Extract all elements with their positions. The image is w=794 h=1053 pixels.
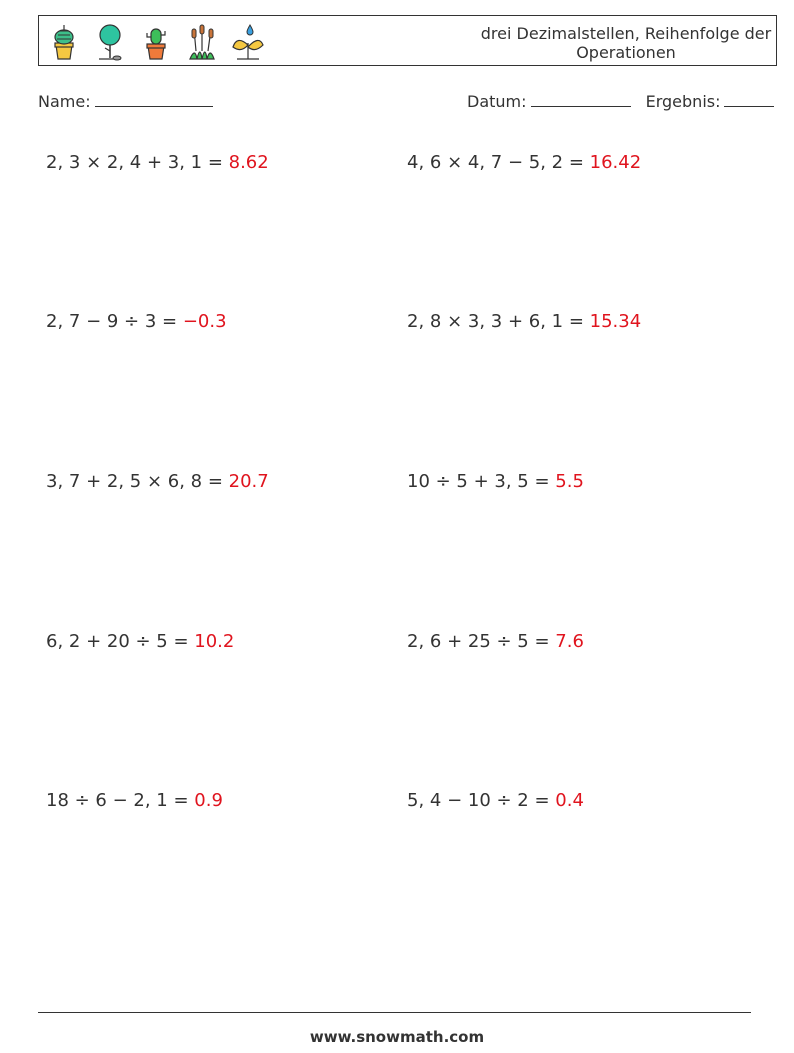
- problem-answer: 15.34: [589, 311, 642, 332]
- problem-expression: 2, 6 + 25 ÷ 5 =: [407, 631, 556, 652]
- date-blank[interactable]: [531, 92, 631, 107]
- problem-answer: 5.5: [555, 471, 584, 492]
- worksheet-title: drei Dezimalstellen, Reihenfolge der Operationen: [480, 24, 772, 62]
- problem-1: [46, 152, 269, 173]
- cactus-icon: [139, 21, 173, 61]
- reeds-icon: [185, 21, 219, 61]
- date-field: [467, 92, 636, 111]
- footer-divider: [38, 1012, 751, 1013]
- problem-2: [407, 152, 641, 173]
- problem-answer: 0.4: [555, 790, 584, 811]
- problem-answer: 20.7: [228, 471, 269, 492]
- problem-6: [407, 471, 584, 492]
- problem-8: [407, 631, 584, 652]
- problem-answer: 7.6: [555, 631, 584, 652]
- problem-expression: 2, 7 − 9 ÷ 3 =: [46, 311, 183, 332]
- tree-icon: [93, 21, 127, 61]
- problem-answer: 10.2: [194, 631, 235, 652]
- score-field: [646, 92, 775, 111]
- name-field: [38, 92, 213, 111]
- date-label: Datum:: [467, 92, 527, 111]
- worksheet-header: [38, 15, 777, 66]
- potted-plant-icon: [47, 21, 81, 61]
- name-blank[interactable]: [95, 92, 213, 107]
- footer-url[interactable]: www.snowmath.com: [309, 1028, 485, 1046]
- problem-expression: 10 ÷ 5 + 3, 5 =: [407, 471, 556, 492]
- watered-sprout-icon: [231, 21, 265, 61]
- date-score-fields: [467, 92, 774, 111]
- problem-4: [407, 311, 641, 332]
- score-blank[interactable]: [724, 92, 774, 107]
- problem-expression: 2, 3 × 2, 4 + 3, 1 =: [46, 152, 229, 173]
- problem-answer: 0.9: [194, 790, 223, 811]
- problem-10: [407, 790, 584, 811]
- problem-answer: 8.62: [228, 152, 269, 173]
- problem-expression: 5, 4 − 10 ÷ 2 =: [407, 790, 556, 811]
- header-icons: [47, 21, 265, 61]
- name-label: Name:: [38, 92, 91, 111]
- problem-9: [46, 790, 223, 811]
- problem-3: [46, 311, 227, 332]
- problem-5: [46, 471, 269, 492]
- problem-answer: −0.3: [182, 311, 227, 332]
- problem-expression: 4, 6 × 4, 7 − 5, 2 =: [407, 152, 590, 173]
- problem-expression: 18 ÷ 6 − 2, 1 =: [46, 790, 195, 811]
- score-label: Ergebnis:: [645, 92, 721, 111]
- problem-expression: 6, 2 + 20 ÷ 5 =: [46, 631, 195, 652]
- problem-expression: 3, 7 + 2, 5 × 6, 8 =: [46, 471, 229, 492]
- problem-answer: 16.42: [589, 152, 642, 173]
- problem-expression: 2, 8 × 3, 3 + 6, 1 =: [407, 311, 590, 332]
- problem-7: [46, 631, 234, 652]
